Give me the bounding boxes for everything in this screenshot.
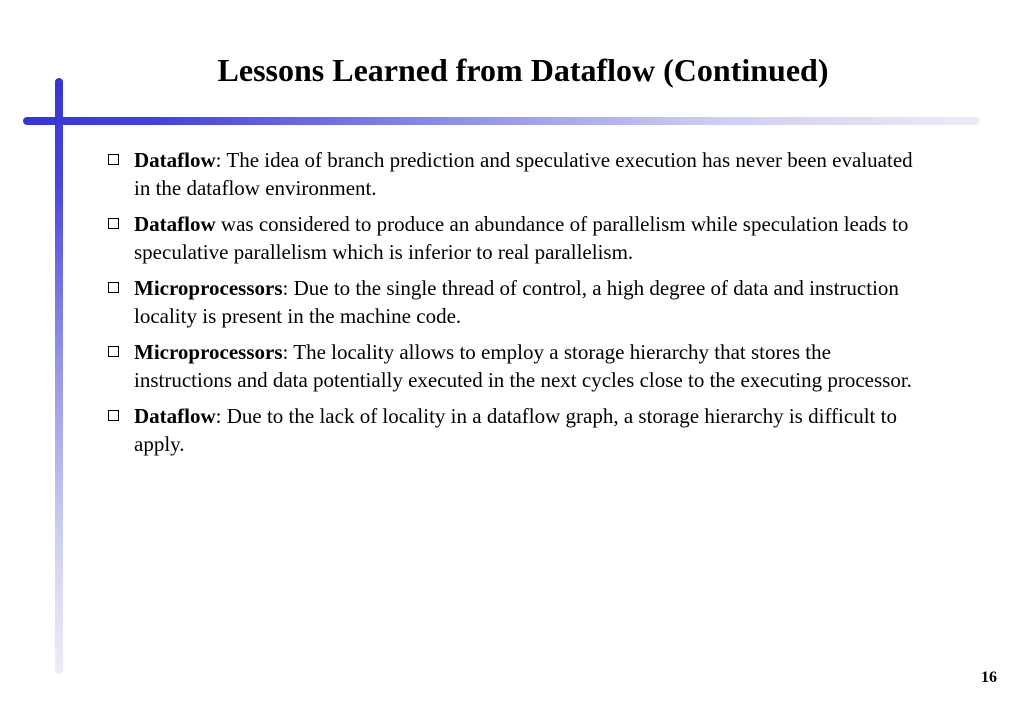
bullet-text: : The locality allows to employ a storage hierarchy that stores the instructions and data potentially executed in the next cycles close to the executing processor. (134, 340, 912, 392)
square-bullet-icon (108, 154, 119, 165)
bullet-term: Microprocessors (134, 340, 283, 364)
page-number: 16 (981, 669, 997, 686)
bullet-term: Microprocessors (134, 276, 283, 300)
bullet-text: : The idea of branch prediction and speculative execution has never been evaluated in the dataflow environment. (134, 148, 913, 200)
bullet-item (105, 402, 915, 458)
bullet-item (105, 146, 915, 202)
bullet-text: : Due to the single thread of control, a high degree of data and instruction locality is present in the machine code. (134, 276, 899, 328)
square-bullet-icon (108, 282, 119, 293)
bullet-text: : Due to the lack of locality in a dataflow graph, a storage hierarchy is difficult to apply. (134, 404, 897, 456)
bullet-list (105, 146, 915, 466)
bullet-item (105, 338, 915, 394)
square-bullet-icon (108, 346, 119, 357)
bullet-text: was considered to produce an abundance of parallelism while speculation leads to speculative parallelism which is inferior to real parallelism. (134, 212, 909, 264)
horizontal-accent-bar (23, 117, 980, 125)
bullet-term: Dataflow (134, 148, 216, 172)
square-bullet-icon (108, 410, 119, 421)
bullet-item (105, 210, 915, 266)
vertical-accent-bar (55, 78, 63, 674)
slide-title: Lessons Learned from Dataflow (Continued) (217, 52, 829, 88)
bullet-term: Dataflow (134, 404, 216, 428)
bullet-term: Dataflow (134, 212, 216, 236)
bullet-item (105, 274, 915, 330)
square-bullet-icon (108, 218, 119, 229)
